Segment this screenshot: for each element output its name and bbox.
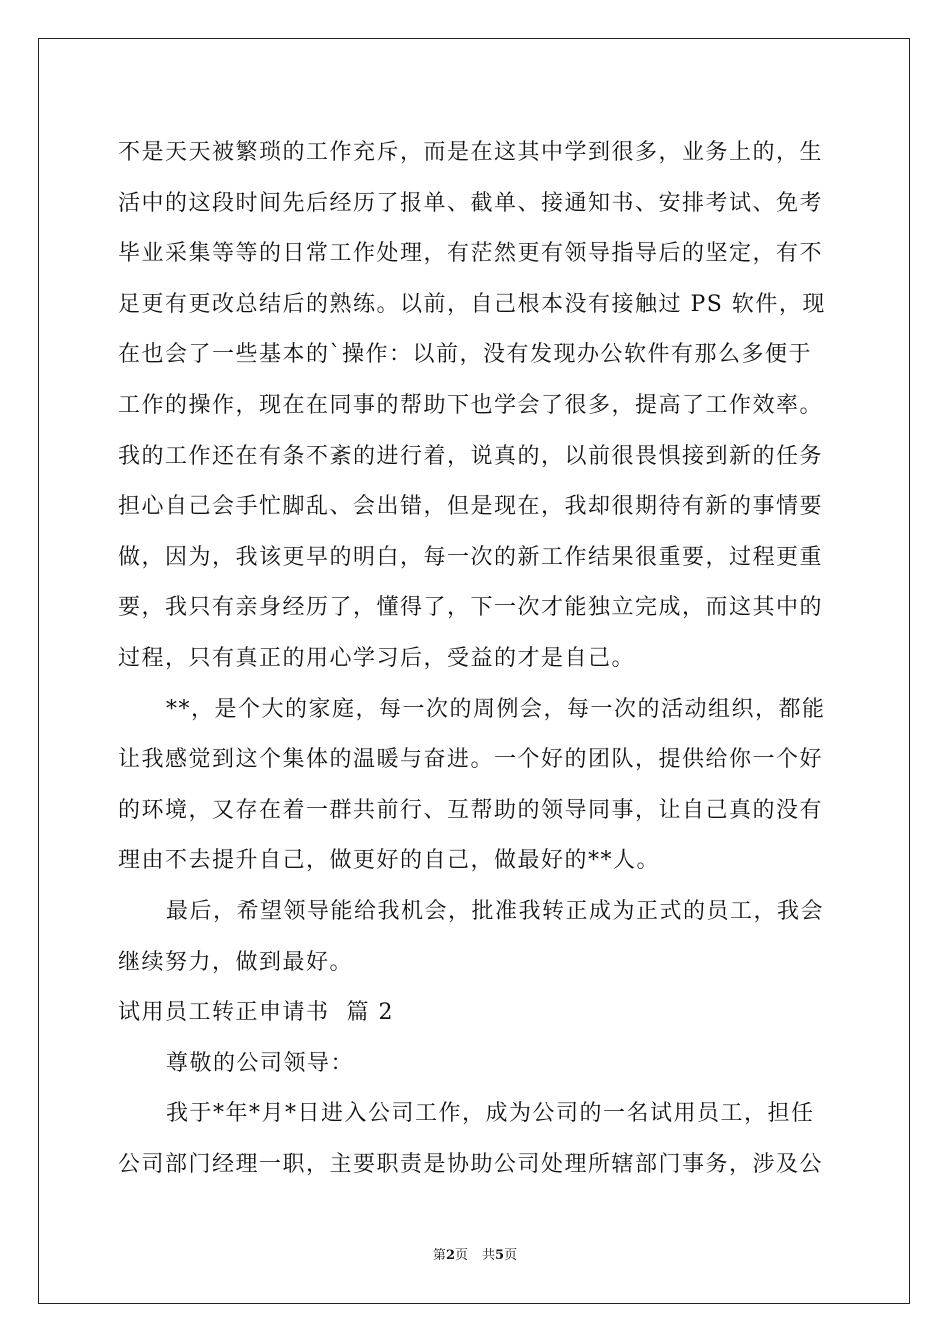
footer-total-pages: 5 [495, 1248, 505, 1263]
footer-page-suffix: 页 [454, 1248, 468, 1263]
salutation: 尊敬的公司领导： [166, 1050, 355, 1076]
text-line-5: 在也会了一些基本的`操作：以前，没有发现办公软件有那么多便于 [118, 342, 813, 368]
text-line-13: 让我感觉到这个集体的温暖与奋进。一个好的团队，提供给你一个好 [118, 747, 824, 773]
text-line-4: 足更有更改总结后的熟练。以前，自己根本没有接触过 PS 软件，现 [118, 291, 826, 317]
footer-page-number: 2 [445, 1248, 455, 1263]
footer-total-suffix: 页 [504, 1248, 518, 1263]
footer-page-prefix: 第 [432, 1248, 446, 1263]
text-line-11: 过程，只有真正的用心学习后，受益的才是自己。 [118, 645, 636, 671]
page-footer [0, 1244, 950, 1263]
text-line-15: 理由不去提升自己，做更好的自己，做最好的**人。 [118, 848, 661, 874]
text-line-1: 不是天天被繁琐的工作充斥，而是在这其中学到很多，业务上的，生 [118, 140, 824, 165]
text-line-6: 工作的操作，现在在同事的帮助下也学会了很多，提高了工作效率。 [118, 392, 824, 418]
text-line-17: 继续努力，做到最好。 [118, 949, 354, 975]
text-line-9: 做，因为，我该更早的明白，每一次的新工作结果很重要，过程更重 [118, 544, 824, 570]
text-line-21: 公司部门经理一职，主要职责是协助公司处理所辖部门事务，涉及公 [118, 1151, 824, 1177]
text-line-20: 我于*年*月*日进入公司工作，成为公司的一名试用员工，担任 [166, 1101, 815, 1127]
text-line-2: 活中的这段时间先后经历了报单、截单、接通知书、安排考试、免考 [118, 190, 824, 216]
text-line-10: 要，我只有亲身经历了，懂得了，下一次才能独立完成，而这其中的 [118, 595, 824, 621]
text-line-8: 担心自己会手忙脚乱、会出错，但是现在，我却很期待有新的事情要 [118, 494, 824, 520]
text-line-14: 的环境，又存在着一群共前行、互帮助的领导同事，让自己真的没有 [118, 797, 824, 823]
text-line-16: 最后，希望领导能给我机会，批准我转正成为正式的员工，我会 [166, 898, 825, 924]
text-line-12: **，是个大的家庭，每一次的周例会，每一次的活动组织，都能 [166, 696, 826, 722]
text-line-7: 我的工作还在有条不紊的进行着，说真的，以前很畏惧接到新的任务 [118, 443, 824, 469]
section-heading: 试用员工转正申请书 篇 2 [118, 1000, 394, 1026]
text-line-3: 毕业采集等等的日常工作处理，有茫然更有领导指导后的坚定，有不 [118, 241, 824, 267]
document-body [118, 128, 834, 1190]
footer-total-prefix: 共 [482, 1248, 496, 1263]
